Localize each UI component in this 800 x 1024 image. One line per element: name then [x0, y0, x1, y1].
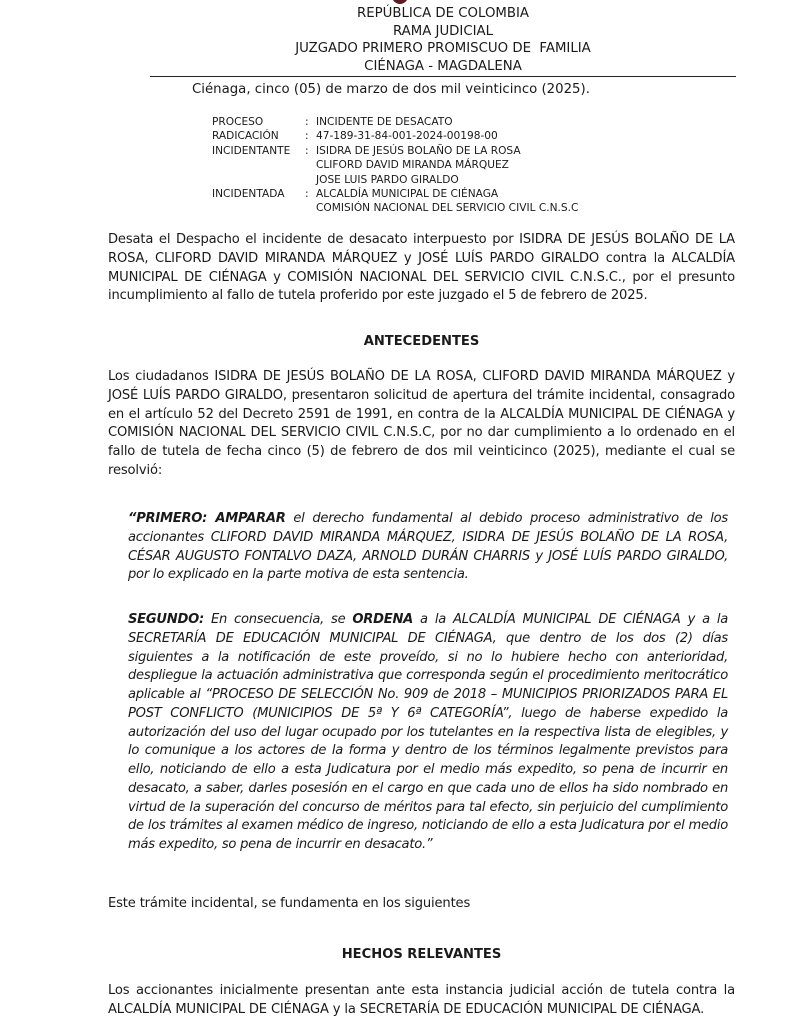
quote-open-mark: “ — [128, 511, 137, 526]
meta-separator: : — [305, 130, 309, 143]
header-divider — [150, 76, 736, 77]
segundo-text-b: a la ALCALDÍA MUNICIPAL DE CIÉNAGA y a la SECRETARÍA DE EDUCACIÓN MUNICIPAL DE CIÉNAGA, que dentro de los dos (2) días siguientes a la notificación de este proveído, si no lo hubiere hecho con anterioridad, despliegue la actuación administrativa que corresponda según el procedimiento meritocrático aplicable al “PROCESO DE SELECCIÓN No. 909 de 2018 – MUNICIPIOS PRIORIZADOS PARA EL POST CONFLICTO (MUNICIPIOS DE 5ª Y 6ª CATEGORÍA”, luego de haberse expedido la autorización del uso del lugar ocupado por los tutelantes en la respectiva lista de elegibles, y lo comunique a los actores de la forma y dentro de los términos legalmente previstos para ello, noticiando de ello a esta Judicatura por el medio más expedito, so pena de incurrir en desacato, a saber, darles posesión en el cargo en que cada uno de ellos ha sido nombrado en virtud de la superación del concurso de méritos para tal efecto, sin perjuicio del cumplimiento de los trámites al examen médico de ingreso, noticiando de ello a esta Judicatura por el medio más expedito, so pena de incurrir en desacato.” — [128, 612, 728, 852]
primero-label: PRIMERO: AMPARAR — [136, 511, 286, 526]
header-country: REPÚBLICA DE COLOMBIA — [356, 6, 530, 21]
segundo-label: SEGUNDO: — [128, 612, 204, 627]
hechos-paragraph: Los accionantes inicialmente presentan ante esta instancia judicial acción de tutela contra la ALCALDÍA MUNICIPAL DE CIÉNAGA y la SECRETARÍA DE EDUCACIÓN MUNICIPAL DE CIÉNAGA. — [108, 983, 735, 1017]
meta-value: INCIDENTE DE DESACATO — [316, 116, 453, 128]
fundamento-line: Este trámite incidental, se fundamenta en los siguientes — [108, 896, 471, 911]
meta-value: ISIDRA DE JESÚS BOLAÑO DE LA ROSA — [316, 144, 521, 157]
meta-radicacion — [212, 129, 578, 143]
meta-value: COMISIÓN NACIONAL DEL SERVICIO CIVIL C.N.S.C — [316, 202, 579, 215]
intro-paragraph: Desata el Despacho el incidente de desacato interpuesto por ISIDRA DE JESÚS BOLAÑO DE LA ROSA, CLIFORD DAVID MIRANDA MÁRQUEZ y JOSÉ LUÍS PARDO GIRALDO contra la ALCALDÍA MUNICIPAL DE CIÉNAGA y COMISIÓN NACIONAL DEL SERVICIO CIVIL C.N.S.C., por el presunto incumplimiento al fallo de tutela proferido por este juzgado el 5 de febrero de 2025. — [108, 232, 735, 304]
case-metadata — [212, 115, 578, 216]
meta-value: JOSE LUIS PARDO GIRALDO — [316, 173, 459, 186]
header-branch: RAMA JUDICIAL — [392, 23, 494, 39]
meta-incidentada — [212, 187, 578, 216]
meta-value: ALCALDÍA MUNICIPAL DE CIÉNAGA — [316, 188, 499, 201]
antecedentes-paragraph: Los ciudadanos ISIDRA DE JESÚS BOLAÑO DE LA ROSA, CLIFORD DAVID MIRANDA MÁRQUEZ y JOSÉ LUÍS PARDO GIRALDO, presentaron solicitud de apertura del trámite incidental, consagrado en el artículo 52 del Decreto 2591 de 1991, en contra de la ALCALDÍA MUNICIPAL DE CIÉNAGA y COMISIÓN NACIONAL DEL SERVICIO CIVIL C.N.S.C, por no dar cumplimiento a lo ordenado en el fallo de tutela de fecha cinco (5) de febrero de dos mil veinticinco (2025), mediante el cual se resolvió: — [108, 369, 735, 478]
hechos-heading: HECHOS RELEVANTES — [341, 947, 502, 962]
meta-label: INCIDENTADA — [212, 188, 285, 201]
header-location: CIÉNAGA - MAGDALENA — [364, 58, 522, 74]
meta-separator: : — [305, 144, 309, 157]
date-line: Ciénaga, cinco (05) de marzo de dos mil veinticinco (2025). — [192, 82, 590, 97]
primero-text: el derecho fundamental al debido proceso administrativo de los accionantes CLIFORD DAVID MIRANDA MÁRQUEZ, ISIDRA DE JESÚS BOLAÑO DE LA ROSA, CÉSAR AUGUSTO FONTALVO DAZA, ARNOLD DURÁN CHARRIS y JOSÉ LUÍS PARDO GIRALDO, por lo explicado en la parte motiva de esta sentencia. — [128, 511, 728, 583]
meta-label: RADICACIÓN — [212, 130, 279, 143]
meta-value: CLIFORD DAVID MIRANDA MÁRQUEZ — [316, 159, 509, 172]
header-court: JUZGADO PRIMERO PROMISCUO DE FAMILIA — [295, 41, 591, 57]
meta-separator: : — [305, 116, 309, 128]
document-header — [150, 5, 736, 75]
meta-label: INCIDENTANTE — [212, 144, 291, 157]
coat-of-arms-emblem-icon — [392, 0, 408, 4]
antecedentes-heading: ANTECEDENTES — [363, 334, 480, 349]
meta-value: 47-189-31-84-001-2024-00198-00 — [316, 130, 498, 143]
quote-segundo — [128, 611, 728, 855]
meta-incidentante — [212, 144, 578, 187]
meta-label: PROCESO — [212, 116, 264, 128]
segundo-text-a: En consecuencia, se — [203, 612, 353, 627]
meta-separator: : — [305, 188, 309, 201]
meta-proceso — [212, 115, 578, 129]
quote-primero — [128, 510, 728, 585]
segundo-ordena: ORDENA — [352, 612, 414, 627]
